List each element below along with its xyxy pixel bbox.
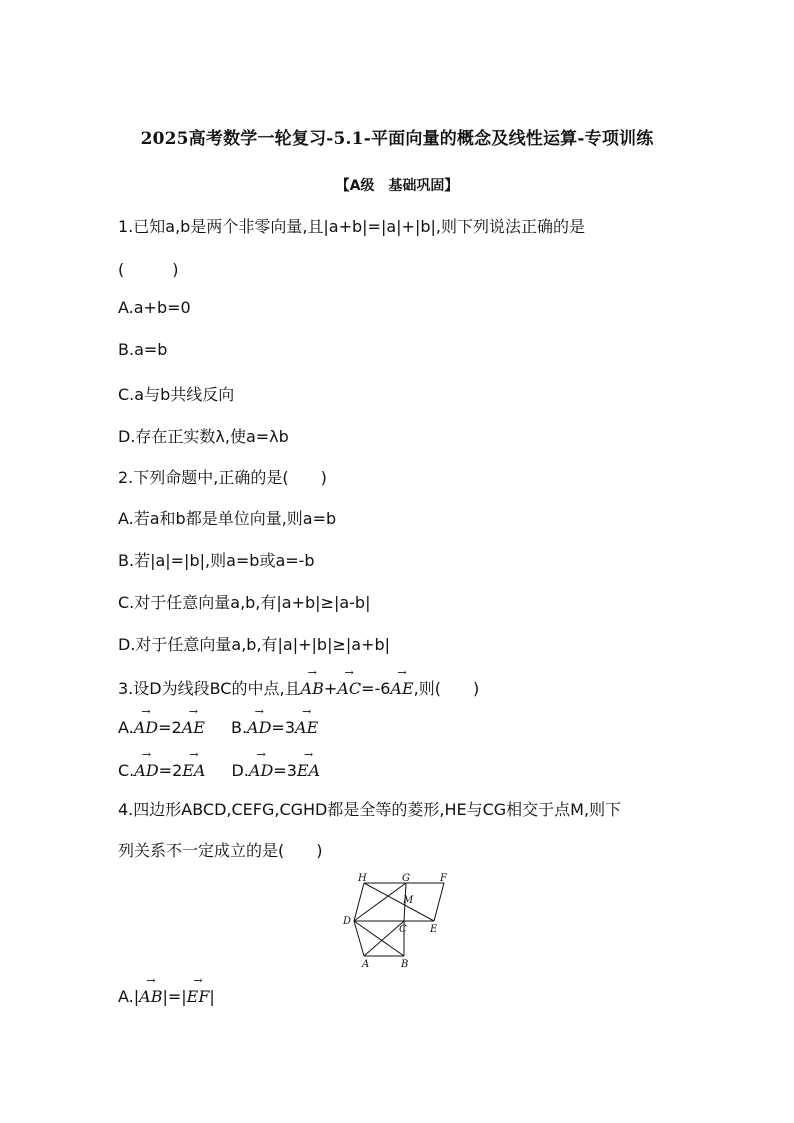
vector-ac: → AC	[337, 679, 361, 698]
label-g: G	[402, 873, 410, 884]
q1-option-c: C.a与b共线反向	[118, 385, 235, 404]
q3-option-b: B.→ AD=3→ AE	[231, 718, 318, 737]
q3-options-row-2	[118, 761, 320, 780]
q3-options-row-1	[118, 718, 318, 737]
q2-option-a: A.若a和b都是单位向量,则a=b	[118, 509, 337, 528]
q2-option-c: C.对于任意向量a,b,有|a+b|≥|a-b|	[118, 593, 371, 612]
q1-option-a: A.a+b=0	[118, 298, 191, 317]
q3-stem: 3.设D为线段BC的中点,且→ AB+→ AC=-6→ AE,则( )	[118, 676, 479, 699]
rhombus-figure	[340, 870, 450, 970]
q1-option-b: B.a=b	[118, 340, 168, 359]
label-c: C	[399, 924, 407, 935]
q3-option-d: D.→ AD=3→ EA	[231, 761, 320, 780]
label-h: H	[358, 873, 367, 884]
q3-option-c: C.→ AD=2→ EA	[118, 761, 205, 780]
q1-option-d: D.存在正实数λ,使a=λb	[118, 427, 289, 446]
q4-stem-line-1: 4.四边形ABCD,CEFG,CGHD都是全等的菱形,HE与CG相交于点M,则下	[118, 800, 622, 819]
q1-answer-paren: ( )	[118, 260, 179, 279]
q4-stem-line-2: 列关系不一定成立的是( )	[118, 841, 323, 860]
q1-stem: 1.已知a,b是两个非零向量,且|a+b|=|a|+|b|,则下列说法正确的是	[118, 217, 585, 236]
vector-ae: → AE	[390, 679, 413, 698]
page-title: 2025高考数学一轮复习-5.1-平面向量的概念及线性运算-专项训练	[140, 129, 654, 149]
q2-option-b: B.若|a|=|b|,则a=b或a=-b	[118, 551, 315, 570]
label-d: D	[343, 916, 352, 927]
label-e: E	[430, 924, 438, 935]
q4-option-a: A.|→ AB|=|→ EF|	[118, 987, 215, 1006]
q3-option-a: A.→ AD=2→ AE	[118, 718, 205, 737]
q2-option-d: D.对于任意向量a,b,有|a|+|b|≥|a+b|	[118, 635, 391, 654]
label-b: B	[401, 959, 409, 970]
vector-ab: → AB	[301, 679, 324, 698]
label-f: F	[440, 873, 447, 884]
label-m: M	[403, 895, 414, 906]
vector-ef: → EF	[187, 987, 210, 1006]
q2-stem: 2.下列命题中,正确的是( )	[118, 468, 327, 487]
section-heading: 【A级 基础巩固】	[335, 178, 459, 194]
label-a: A	[362, 959, 370, 970]
vector-ab: → AB	[139, 987, 162, 1006]
